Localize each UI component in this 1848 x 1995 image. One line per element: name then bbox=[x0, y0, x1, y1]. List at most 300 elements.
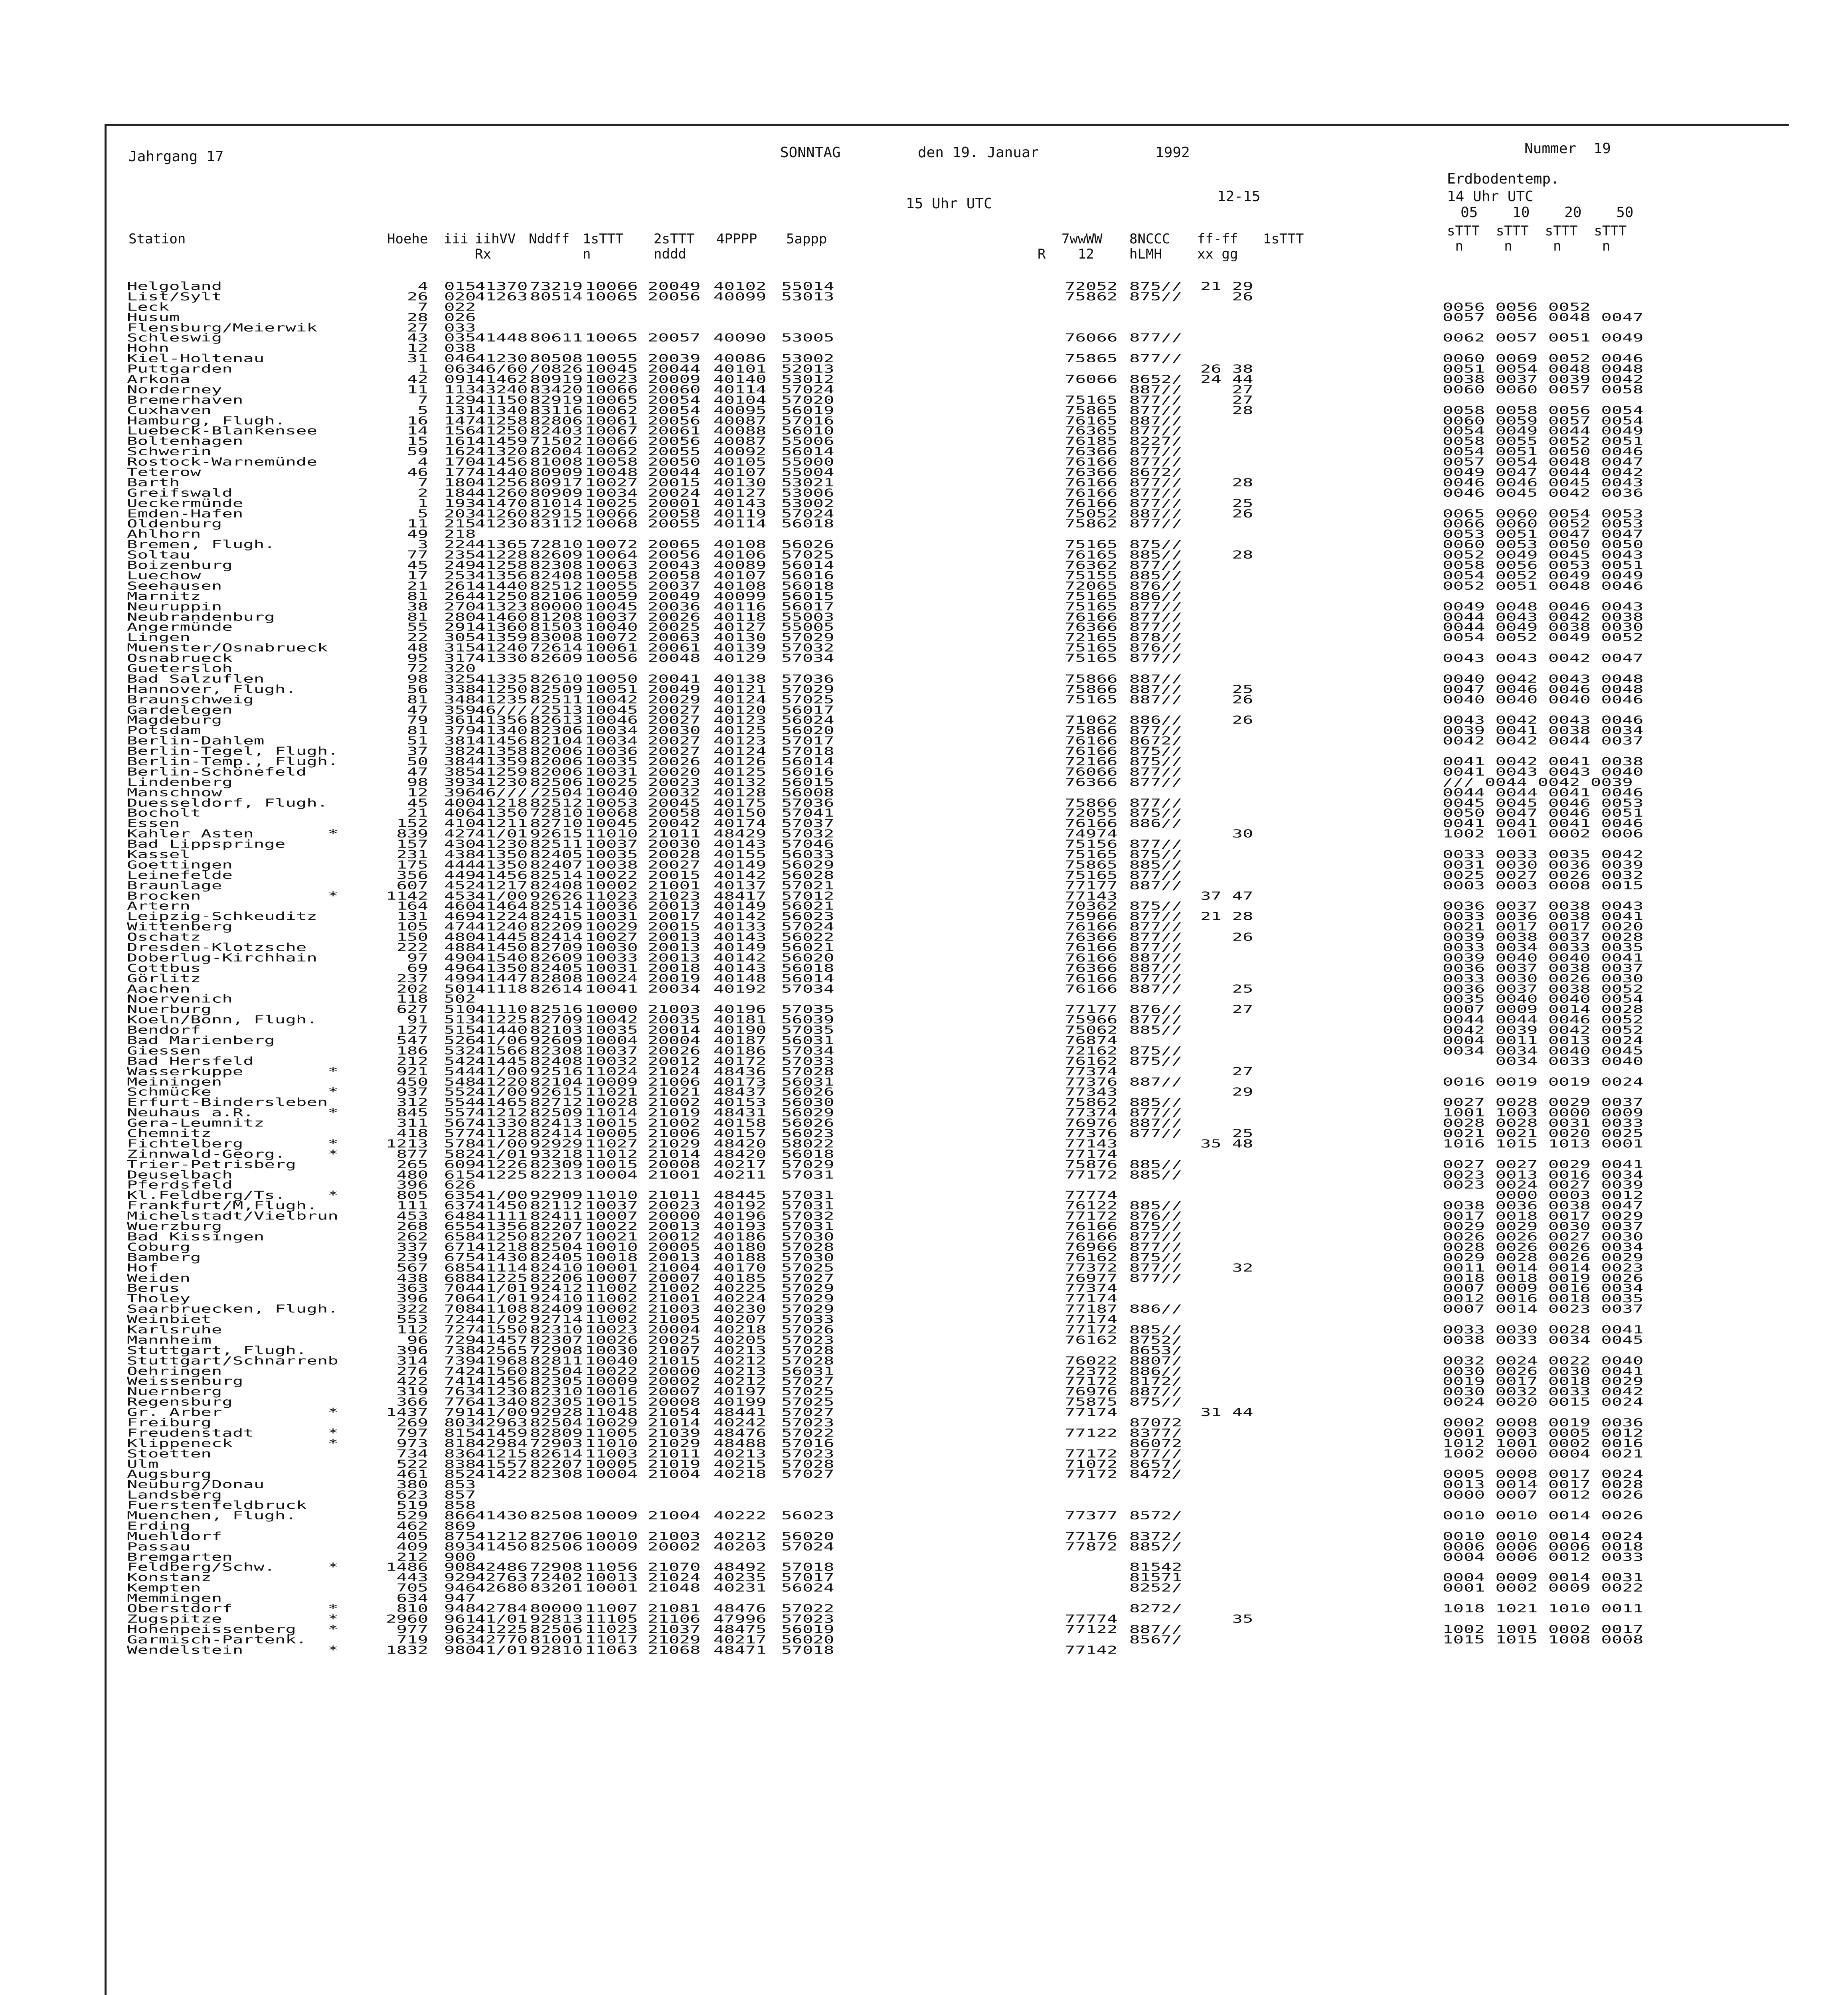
tmax-value: 10018 bbox=[585, 1251, 638, 1264]
tmax-value: 10045 bbox=[585, 600, 638, 613]
tmax-value: 10002 bbox=[585, 1303, 638, 1316]
table-row bbox=[127, 1292, 1763, 1305]
cloud-value: 877// bbox=[1129, 1261, 1182, 1274]
tmin-value: 20017 bbox=[648, 910, 701, 923]
nddff-value: 82207 bbox=[530, 1220, 583, 1233]
station-name: Oldenburg bbox=[127, 518, 222, 531]
tendency-value: 56015 bbox=[781, 590, 834, 603]
iii-value: 291 bbox=[444, 621, 476, 634]
iii-value: 708 bbox=[444, 1303, 476, 1316]
tendency-value: 57018 bbox=[781, 1643, 834, 1657]
nddff-value: 82407 bbox=[530, 858, 583, 871]
tmin-value: 20027 bbox=[648, 703, 701, 717]
tmax-value: 10072 bbox=[585, 538, 638, 551]
cloud-value: 8227/ bbox=[1129, 435, 1182, 448]
weather-value: 77372 bbox=[1065, 1261, 1118, 1274]
iii-value: 852 bbox=[444, 1468, 476, 1481]
tendency-value: 56016 bbox=[781, 765, 834, 778]
cloud-value: 8752/ bbox=[1129, 1333, 1182, 1347]
hoehe-value: 1437 bbox=[386, 1406, 428, 1419]
hoehe-value: 366 bbox=[396, 1396, 428, 1408]
table-row bbox=[127, 910, 1763, 923]
iihvv-value: 42984 bbox=[475, 1437, 528, 1450]
tmin-value: 21014 bbox=[648, 1416, 701, 1429]
iii-value: 317 bbox=[444, 652, 476, 665]
tmax-value: 11002 bbox=[585, 1282, 638, 1295]
tendency-value: 57023 bbox=[781, 1612, 834, 1626]
table-row bbox=[127, 1530, 1763, 1543]
iii-value: 578 bbox=[444, 1137, 476, 1150]
soil-temp-title: Erdbodentemp. bbox=[1447, 171, 1559, 187]
station-name: List/Sylt bbox=[127, 290, 222, 303]
station-name: Augsburg bbox=[127, 1468, 211, 1481]
tmax-value: 10009 bbox=[585, 1075, 638, 1088]
wind-value: 26 38 bbox=[1200, 363, 1253, 375]
nddff-value: 80000 bbox=[530, 1602, 583, 1615]
nddff-value: 82411 bbox=[530, 1210, 583, 1223]
iii-value: 193 bbox=[444, 497, 476, 510]
weather-value: 76362 bbox=[1065, 559, 1118, 572]
cloud-value: 877// bbox=[1129, 1013, 1182, 1026]
nddff-value: 82206 bbox=[530, 1272, 583, 1285]
tmax-value: 10034 bbox=[585, 735, 638, 747]
nddff-value: 93218 bbox=[530, 1148, 583, 1161]
soil-temp-value: 0030 0026 0030 0041 bbox=[1443, 1365, 1644, 1378]
tmax-value: 10067 bbox=[585, 425, 638, 438]
tmin-value: 20035 bbox=[648, 1013, 701, 1026]
soil-temp-value: 1002 0000 0004 0021 bbox=[1443, 1447, 1644, 1460]
table-row bbox=[127, 1499, 1763, 1512]
soil-temp-value: 0031 0030 0036 0039 bbox=[1443, 858, 1644, 871]
iii-value: 033 bbox=[444, 321, 476, 334]
pressure-value: 48431 bbox=[714, 1106, 767, 1119]
hoehe-value: 839 bbox=[396, 828, 428, 840]
hoehe-value: 567 bbox=[396, 1261, 428, 1274]
tmax-value: 10058 bbox=[585, 569, 638, 582]
tmax-value: 10045 bbox=[585, 363, 638, 375]
hoehe-value: 77 bbox=[407, 549, 428, 561]
soil-temp-value: 0033 0034 0033 0035 bbox=[1443, 941, 1644, 954]
tmin-value: 21007 bbox=[648, 1344, 701, 1357]
hoehe-value: 69 bbox=[407, 962, 428, 975]
station-name: Flensburg/Meierwik bbox=[127, 321, 317, 334]
wind-value: 26 bbox=[1200, 714, 1253, 727]
soil-temp-value: 0043 0043 0042 0047 bbox=[1443, 652, 1644, 665]
iihvv-value: 41218 bbox=[475, 796, 528, 810]
iii-value: 410 bbox=[444, 817, 476, 830]
tmax-value: 11105 bbox=[585, 1612, 638, 1626]
soil-temp-value: 0001 0002 0009 0022 bbox=[1443, 1582, 1644, 1594]
nddff-value: 80514 bbox=[530, 290, 583, 303]
tmin-value: 20025 bbox=[648, 621, 701, 634]
tendency-value: 57041 bbox=[781, 807, 834, 820]
tmin-value: 20012 bbox=[648, 1230, 701, 1243]
iii-value: 147 bbox=[444, 414, 476, 427]
tmax-value: 10037 bbox=[585, 838, 638, 851]
tmin-value: 21003 bbox=[648, 1530, 701, 1543]
iii-value: 305 bbox=[444, 631, 476, 644]
hoehe-value: 311 bbox=[396, 1117, 428, 1130]
tmin-value: 21039 bbox=[648, 1426, 701, 1440]
tmin-value: 20060 bbox=[648, 383, 701, 396]
pressure-value: 40101 bbox=[714, 363, 767, 375]
nddff-value: 92928 bbox=[530, 1406, 583, 1419]
iii-value: 270 bbox=[444, 600, 476, 613]
pressure-value: 40196 bbox=[714, 1210, 767, 1223]
soil-temp-value: 0010 0010 0014 0024 bbox=[1443, 1530, 1644, 1543]
hoehe-value: 56 bbox=[407, 683, 428, 696]
tmax-value: 11021 bbox=[585, 1086, 638, 1099]
tmax-value: 10029 bbox=[585, 920, 638, 933]
weather-value: 76966 bbox=[1065, 1240, 1118, 1254]
iii-value: 704 bbox=[444, 1282, 476, 1295]
nddff-value: 82408 bbox=[530, 879, 583, 892]
col-r: R bbox=[1038, 246, 1046, 262]
pressure-value: 40087 bbox=[714, 414, 767, 427]
pressure-value: 40186 bbox=[714, 1044, 767, 1057]
iihvv-value: 41212 bbox=[475, 1530, 528, 1543]
col-station: Station bbox=[128, 231, 186, 247]
station-name: Angermünde bbox=[127, 621, 233, 634]
soil-temp-value: 0002 0008 0019 0036 bbox=[1443, 1416, 1644, 1429]
soil-temp-value: 0042 0039 0042 0052 bbox=[1443, 1024, 1644, 1037]
station-name: Bamberg bbox=[127, 1251, 201, 1264]
cloud-value: 887// bbox=[1129, 951, 1182, 964]
nddff-value: 82413 bbox=[530, 1117, 583, 1130]
table-row bbox=[127, 796, 1763, 810]
soil-temp-value: 0057 0054 0048 0047 bbox=[1443, 456, 1644, 468]
tmax-value: 10034 bbox=[585, 486, 638, 500]
hoehe-value: 607 bbox=[396, 879, 428, 892]
hoehe-value: 276 bbox=[396, 1365, 428, 1378]
station-name: Berlin-Tegel, Flugh. bbox=[127, 745, 338, 758]
hoehe-value: 1 bbox=[417, 497, 428, 510]
hoehe-value: 529 bbox=[396, 1509, 428, 1522]
pressure-value: 40143 bbox=[714, 497, 767, 510]
station-name: Brocken * bbox=[127, 889, 338, 903]
iii-value: 385 bbox=[444, 765, 476, 778]
pressure-value: 40157 bbox=[714, 1127, 767, 1140]
tendency-value: 57018 bbox=[781, 745, 834, 758]
tendency-value: 53021 bbox=[781, 476, 834, 489]
iii-value: 400 bbox=[444, 796, 476, 810]
tendency-value: 53013 bbox=[781, 290, 834, 303]
cloud-value: 877// bbox=[1129, 332, 1182, 345]
tendency-value: 56031 bbox=[781, 1075, 834, 1088]
tmin-value: 21011 bbox=[648, 1447, 701, 1460]
weather-value: 76166 bbox=[1065, 610, 1118, 624]
station-name: Manschnow bbox=[127, 786, 222, 799]
tmax-value: 10009 bbox=[585, 1540, 638, 1553]
tmin-value: 20058 bbox=[648, 569, 701, 582]
iii-value: 224 bbox=[444, 538, 476, 551]
weather-value: 77143 bbox=[1065, 1137, 1118, 1150]
pressure-value: 40125 bbox=[714, 724, 767, 737]
iihvv-value: 41230 bbox=[475, 838, 528, 851]
weather-value: 76166 bbox=[1065, 972, 1118, 985]
tmin-value: 20007 bbox=[648, 1272, 701, 1285]
tmin-value: 20027 bbox=[648, 714, 701, 727]
tendency-value: 57024 bbox=[781, 1540, 834, 1553]
nddff-value: 82504 bbox=[530, 1240, 583, 1254]
station-name: Meiningen bbox=[127, 1075, 222, 1088]
station-name: Bad Hersfeld bbox=[127, 1055, 254, 1068]
pressure-value: 40095 bbox=[714, 404, 767, 417]
tmin-value: 20058 bbox=[648, 807, 701, 820]
tmax-value: 10037 bbox=[585, 1199, 638, 1212]
soil-temp-value: 0047 0046 0046 0048 bbox=[1443, 683, 1644, 696]
hoehe-value: 396 bbox=[396, 1344, 428, 1357]
hoehe-value: 222 bbox=[396, 941, 428, 954]
pressure-value: 48429 bbox=[714, 828, 767, 840]
iii-value: 406 bbox=[444, 807, 476, 820]
weather-value: 77174 bbox=[1065, 1313, 1118, 1326]
iii-value: 742 bbox=[444, 1365, 476, 1378]
weather-value: 77122 bbox=[1065, 1426, 1118, 1440]
pressure-value: 40149 bbox=[714, 941, 767, 954]
iii-value: 557 bbox=[444, 1106, 476, 1119]
table-row bbox=[127, 321, 1763, 334]
nddff-value: 82614 bbox=[530, 1447, 583, 1460]
cloud-value: 8657/ bbox=[1129, 1458, 1182, 1471]
soil-temp-value: 0041 0043 0043 0040 bbox=[1443, 765, 1644, 778]
tmin-value: 20042 bbox=[648, 817, 701, 830]
hoehe-value: 95 bbox=[407, 652, 428, 665]
weather-value: 75156 bbox=[1065, 838, 1118, 851]
weather-value: 76366 bbox=[1065, 621, 1118, 634]
weather-value: 75966 bbox=[1065, 1013, 1118, 1026]
station-name: Doberlug-Kirchhain bbox=[127, 951, 317, 964]
station-name: Bad Salzuflen bbox=[127, 672, 265, 685]
tendency-value: 57032 bbox=[781, 642, 834, 654]
soil-temp-value: 1001 1003 0000 0009 bbox=[1443, 1106, 1644, 1119]
iihvv-value: 41440 bbox=[475, 466, 528, 479]
hoehe-value: 3 bbox=[417, 538, 428, 551]
hoehe-value: 363 bbox=[396, 1282, 428, 1295]
weather-value: 76166 bbox=[1065, 745, 1118, 758]
table-row bbox=[127, 889, 1763, 903]
tendency-value: 56020 bbox=[781, 1633, 834, 1646]
iihvv-value: 41250 bbox=[475, 683, 528, 696]
station-name: Norderney bbox=[127, 383, 222, 396]
tmin-value: 20056 bbox=[648, 435, 701, 448]
tendency-value: 56019 bbox=[781, 404, 834, 417]
cloud-value: 885// bbox=[1129, 569, 1182, 582]
iihvv-value: 41450 bbox=[475, 941, 528, 954]
tmax-value: 10001 bbox=[585, 1261, 638, 1274]
iihvv-value: 41/01 bbox=[475, 828, 528, 840]
pressure-value: 40116 bbox=[714, 600, 767, 613]
table-row bbox=[127, 1055, 1763, 1068]
iii-value: 655 bbox=[444, 1220, 476, 1233]
tmin-value: 20030 bbox=[648, 724, 701, 737]
tendency-value: 56018 bbox=[781, 1148, 834, 1161]
hoehe-value: 634 bbox=[396, 1592, 428, 1605]
tmin-value: 20065 bbox=[648, 538, 701, 551]
iii-value: 724 bbox=[444, 1313, 476, 1326]
wind-value: 25 bbox=[1200, 683, 1253, 696]
nddff-value: 83008 bbox=[530, 631, 583, 644]
nddff-value: 82509 bbox=[530, 683, 583, 696]
iii-value: 129 bbox=[444, 393, 476, 407]
tmax-value: 10066 bbox=[585, 507, 638, 520]
pressure-value: 40211 bbox=[714, 1168, 767, 1181]
tmax-value: 10007 bbox=[585, 1210, 638, 1223]
weather-value: 74974 bbox=[1065, 828, 1118, 840]
iihvv-value: 41228 bbox=[475, 549, 528, 561]
table-row bbox=[127, 383, 1763, 396]
tmax-value: 10016 bbox=[585, 1385, 638, 1398]
cloud-value: 877// bbox=[1129, 724, 1182, 737]
table-row bbox=[127, 1458, 1763, 1471]
soil-temp-value: 0052 0051 0048 0046 bbox=[1443, 579, 1644, 593]
cloud-value: 887// bbox=[1129, 683, 1182, 696]
cloud-value: 887// bbox=[1129, 1117, 1182, 1130]
weather-value: 75866 bbox=[1065, 724, 1118, 737]
soil-temp-value: 0012 0016 0018 0035 bbox=[1443, 1292, 1644, 1305]
station-name: Chemnitz bbox=[127, 1127, 211, 1140]
iihvv-value: 41356 bbox=[475, 714, 528, 727]
iii-value: 727 bbox=[444, 1323, 476, 1336]
tendency-value: 57025 bbox=[781, 1385, 834, 1398]
pressure-value: 40218 bbox=[714, 1468, 767, 1481]
nddff-value: 92410 bbox=[530, 1292, 583, 1305]
pressure-value: 48445 bbox=[714, 1189, 767, 1202]
nddff-value: 92516 bbox=[530, 1065, 583, 1078]
table-row bbox=[127, 1623, 1763, 1636]
pressure-value: 40149 bbox=[714, 900, 767, 913]
table-row bbox=[127, 1240, 1763, 1254]
tmin-value: 21068 bbox=[648, 1643, 701, 1657]
table-row bbox=[127, 1385, 1763, 1398]
table-row bbox=[127, 683, 1763, 696]
tmin-value: 21024 bbox=[648, 1571, 701, 1584]
nddff-value: 82512 bbox=[530, 579, 583, 593]
cloud-value: 887// bbox=[1129, 879, 1182, 892]
tendency-value: 56022 bbox=[781, 931, 834, 944]
station-name: Muenchen, Flugh. bbox=[127, 1509, 296, 1522]
iii-value: 776 bbox=[444, 1396, 476, 1408]
tendency-value: 57016 bbox=[781, 1437, 834, 1450]
iii-value: 180 bbox=[444, 476, 476, 489]
nddff-value: 80917 bbox=[530, 476, 583, 489]
table-row bbox=[127, 745, 1763, 758]
tmax-value: 11023 bbox=[585, 889, 638, 903]
tendency-value: 57024 bbox=[781, 507, 834, 520]
table-row bbox=[127, 838, 1763, 851]
pressure-value: 40203 bbox=[714, 1540, 767, 1553]
station-name: Kempten bbox=[127, 1582, 201, 1594]
hoehe-value: 623 bbox=[396, 1489, 428, 1501]
table-row bbox=[127, 1354, 1763, 1367]
hoehe-value: 81 bbox=[407, 693, 428, 706]
tmin-value: 20013 bbox=[648, 1220, 701, 1233]
station-name: Leinefelde bbox=[127, 869, 233, 882]
tendency-value: 57031 bbox=[781, 1199, 834, 1212]
pressure-value: 40128 bbox=[714, 786, 767, 799]
iii-value: 582 bbox=[444, 1148, 476, 1161]
table-row bbox=[127, 590, 1763, 603]
iii-value: 382 bbox=[444, 745, 476, 758]
station-name: Bremgarten bbox=[127, 1551, 233, 1564]
iihvv-value: 41108 bbox=[475, 1303, 528, 1316]
tendency-value: 58022 bbox=[781, 1137, 834, 1150]
pressure-value: 40108 bbox=[714, 538, 767, 551]
tmax-value: 10004 bbox=[585, 1034, 638, 1047]
soil-temp-value: 0007 0009 0014 0028 bbox=[1443, 1003, 1644, 1016]
iihvv-value: 41430 bbox=[475, 1509, 528, 1522]
hoehe-value: 42 bbox=[407, 373, 428, 386]
nddff-value: 82806 bbox=[530, 414, 583, 427]
hoehe-value: 97 bbox=[407, 951, 428, 964]
tendency-value: 57020 bbox=[781, 393, 834, 407]
pressure-value: 40143 bbox=[714, 838, 767, 851]
pressure-value: 40123 bbox=[714, 714, 767, 727]
cloud-value: 875// bbox=[1129, 1055, 1182, 1068]
station-name: Teterow bbox=[127, 466, 201, 479]
iii-value: 026 bbox=[444, 311, 476, 324]
soil-temp-value: 0038 0037 0039 0042 bbox=[1443, 373, 1644, 386]
cloud-value: 875// bbox=[1129, 1220, 1182, 1233]
weather-value: 76066 bbox=[1065, 765, 1118, 778]
pressure-value: 40175 bbox=[714, 796, 767, 810]
tmin-value: 20055 bbox=[648, 518, 701, 531]
cloud-value: 875// bbox=[1129, 848, 1182, 861]
cloud-value: 875// bbox=[1129, 1251, 1182, 1264]
nddff-value: 92609 bbox=[530, 1034, 583, 1047]
nddff-value: 82506 bbox=[530, 1623, 583, 1636]
soil-temp-value: 0028 0026 0026 0034 bbox=[1443, 1240, 1644, 1254]
iii-value: 091 bbox=[444, 373, 476, 386]
iii-value: 857 bbox=[444, 1489, 476, 1501]
table-row bbox=[127, 1086, 1763, 1099]
soil-temp-value: 0026 0026 0027 0030 bbox=[1443, 1230, 1644, 1243]
iii-value: 046 bbox=[444, 352, 476, 365]
cloud-value: 887// bbox=[1129, 693, 1182, 706]
table-row bbox=[127, 714, 1763, 727]
soil-depths: 05 10 20 50 bbox=[1461, 204, 1634, 221]
hoehe-value: 337 bbox=[396, 1240, 428, 1254]
iihvv-value: 41320 bbox=[475, 445, 528, 458]
tendency-value: 57023 bbox=[781, 1333, 834, 1347]
station-name: Berlin-Dahlem bbox=[127, 735, 265, 747]
hoehe-value: 157 bbox=[396, 838, 428, 851]
iihvv-value: 41350 bbox=[475, 858, 528, 871]
station-name: Feldberg/Schw. * bbox=[127, 1561, 338, 1574]
tmax-value: 10028 bbox=[585, 1096, 638, 1109]
iihvv-value: 41/01 bbox=[475, 1292, 528, 1305]
soil-temp-value: 0013 0014 0017 0028 bbox=[1443, 1478, 1644, 1491]
pressure-value: 40188 bbox=[714, 1251, 767, 1264]
tmin-value: 21006 bbox=[648, 1127, 701, 1140]
table-row bbox=[127, 600, 1763, 613]
tmin-value: 21024 bbox=[648, 1065, 701, 1078]
soil-temp-value: 0036 0037 0038 0052 bbox=[1443, 982, 1644, 996]
station-name: Wasserkuppe * bbox=[127, 1065, 338, 1078]
table-row bbox=[127, 1416, 1763, 1429]
weather-value: 76366 bbox=[1065, 776, 1118, 789]
wind-value: 26 bbox=[1200, 693, 1253, 706]
station-name: Passau bbox=[127, 1540, 190, 1553]
tmin-value: 20008 bbox=[648, 1396, 701, 1408]
station-name: Braunschweig bbox=[127, 693, 254, 706]
tmax-value: 10035 bbox=[585, 848, 638, 861]
soil-temp-value: 0006 0006 0006 0018 bbox=[1443, 1540, 1644, 1553]
weather-value: 76366 bbox=[1065, 466, 1118, 479]
table-row bbox=[127, 1303, 1763, 1316]
table-row bbox=[127, 1561, 1763, 1574]
station-name: Kl.Feldberg/Ts. * bbox=[127, 1189, 338, 1202]
